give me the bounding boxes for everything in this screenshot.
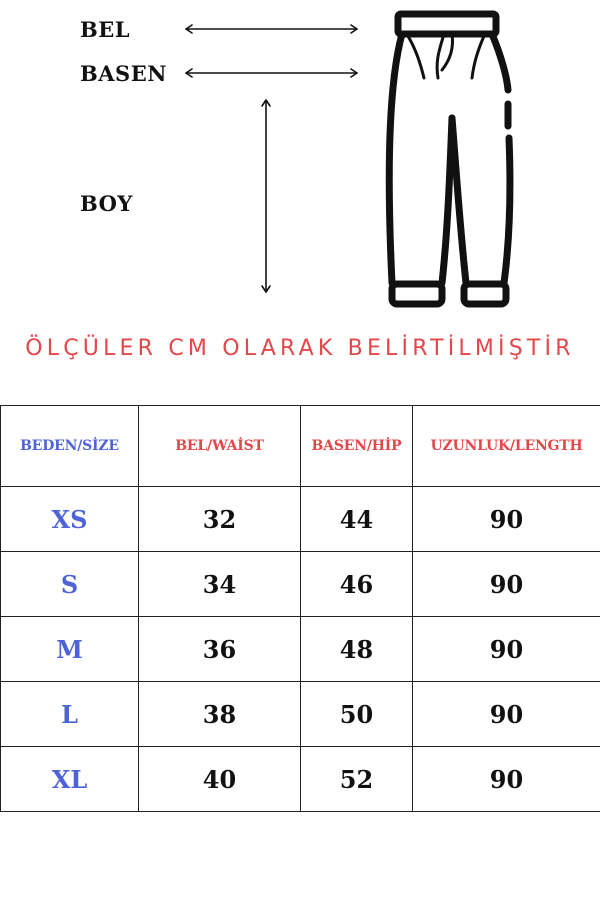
size-cell: L	[1, 682, 139, 747]
size-cell: M	[1, 617, 139, 682]
length-double-arrow-icon	[262, 100, 270, 292]
table-header-row	[1, 406, 600, 487]
length-cell: 90	[413, 487, 600, 552]
waist-cell: 36	[139, 617, 301, 682]
hip-cell: 48	[301, 617, 413, 682]
header-waist: BEL/WAİST	[139, 406, 301, 487]
table-row	[1, 682, 600, 747]
table-row	[1, 487, 600, 552]
length-cell: 90	[413, 617, 600, 682]
hip-double-arrow-icon	[186, 69, 357, 77]
length-cell: 90	[413, 552, 600, 617]
header-size: BEDEN/SİZE	[1, 406, 139, 487]
hip-cell: 44	[301, 487, 413, 552]
hip-cell: 52	[301, 747, 413, 812]
size-cell: S	[1, 552, 139, 617]
jogger-pants-icon	[380, 8, 530, 313]
label-bel: BEL	[80, 17, 131, 42]
table-row	[1, 617, 600, 682]
header-hip: BASEN/HİP	[301, 406, 413, 487]
length-cell: 90	[413, 747, 600, 812]
size-cell: XL	[1, 747, 139, 812]
waist-cell: 40	[139, 747, 301, 812]
label-boy: BOY	[80, 191, 133, 216]
size-chart-table	[0, 405, 600, 812]
waist-cell: 34	[139, 552, 301, 617]
table-row	[1, 747, 600, 812]
length-cell: 90	[413, 682, 600, 747]
size-cell: XS	[1, 487, 139, 552]
header-length: UZUNLUK/LENGTH	[413, 406, 600, 487]
label-basen: BASEN	[80, 61, 167, 86]
hip-cell: 46	[301, 552, 413, 617]
measurement-note: ÖLÇÜLER CM OLARAK BELİRTİLMİŞTİR	[25, 336, 575, 361]
table-row	[1, 552, 600, 617]
waist-double-arrow-icon	[186, 25, 357, 33]
waist-cell: 32	[139, 487, 301, 552]
waist-cell: 38	[139, 682, 301, 747]
hip-cell: 50	[301, 682, 413, 747]
